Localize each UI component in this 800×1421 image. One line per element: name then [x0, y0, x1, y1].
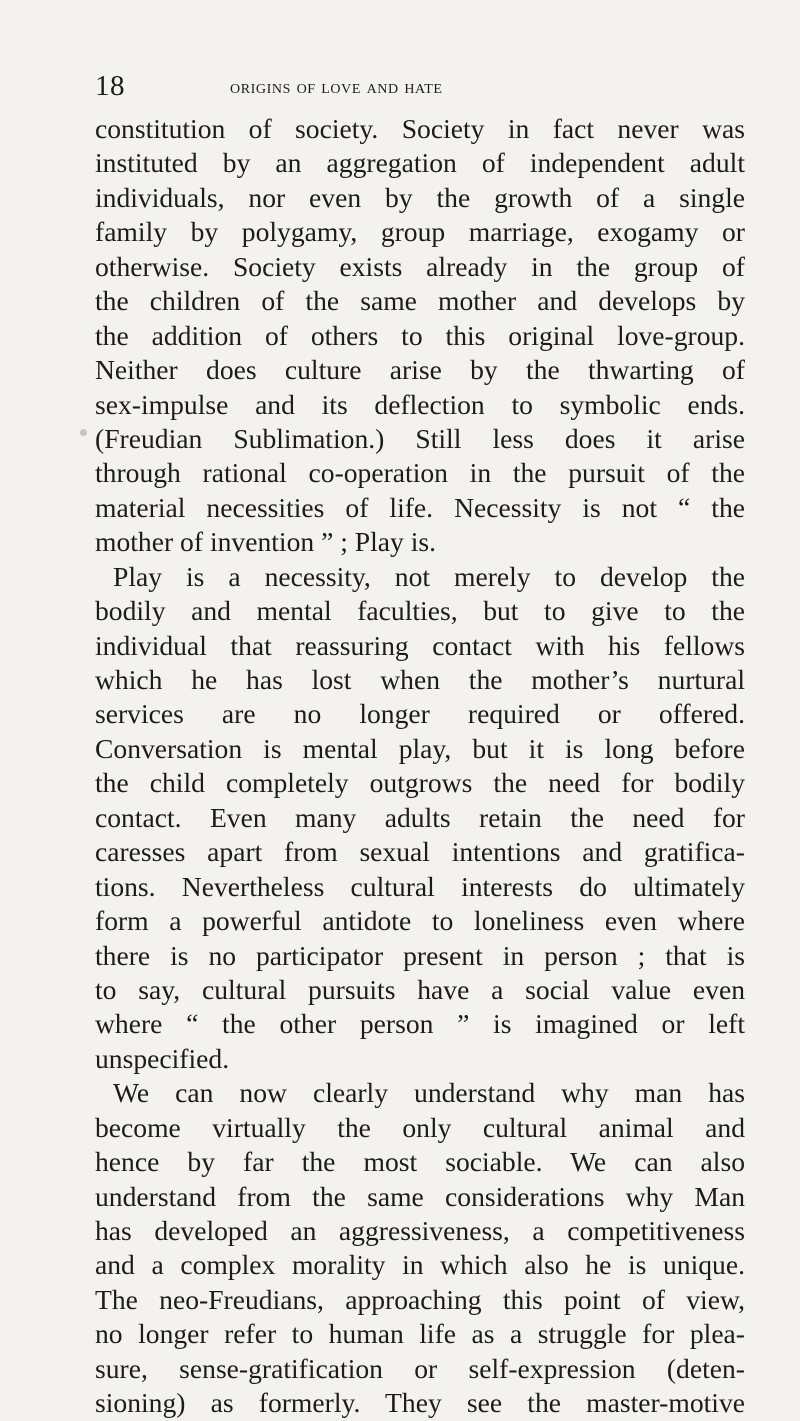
margin-speck	[80, 429, 87, 436]
text-line: services are no longer required or offered.	[95, 698, 745, 730]
text-line: become virtually the only cultural animal and	[95, 1111, 745, 1143]
text-line: the addition of others to this original love-group.	[95, 319, 745, 351]
text-line: no longer refer to human life as a struggle for plea-	[95, 1318, 745, 1350]
page-number: 18	[95, 70, 125, 102]
body-text	[95, 112, 745, 1421]
text-line: hence by far the most sociable. We can also	[95, 1146, 745, 1178]
text-line: has developed an aggressiveness, a competitiveness	[95, 1215, 745, 1246]
text-line: and a complex morality in which also he is unique.	[95, 1249, 745, 1281]
text-line: form a powerful antidote to loneliness even where	[95, 905, 745, 937]
text-line: material necessities of life. Necessity is not “ the	[95, 491, 745, 523]
text-line: Neither does culture arise by the thwarting of	[95, 354, 745, 386]
text-line: which he has lost when the mother’s nurtural	[95, 664, 745, 695]
text-line: the child completely outgrows the need for bodily	[95, 767, 745, 799]
text-line: sure, sense-gratification or self-expression (deten-	[95, 1352, 745, 1384]
running-head	[95, 68, 710, 104]
paragraph-first-line: Play is a necessity, not merely to develop the	[113, 560, 745, 592]
text-line: family by polygamy, group marriage, exogamy or	[95, 216, 745, 248]
text-line: tions. Nevertheless cultural interests do ultimately	[95, 870, 745, 902]
text-line: constitution of society. Society in fact never was	[95, 113, 745, 144]
text-line: sioning) as formerly. They see the master-motive	[95, 1387, 745, 1419]
text-line: contact. Even many adults retain the need for	[95, 801, 745, 833]
text-line: Conversation is mental play, but it is long before	[95, 732, 745, 764]
text-line: where “ the other person ” is imagined or left	[95, 1008, 745, 1040]
text-line: otherwise. Society exists already in the group of	[95, 250, 745, 282]
text-line: instituted by an aggregation of independent adult	[95, 147, 745, 179]
text-line: to say, cultural pursuits have a social value even	[95, 973, 745, 1005]
text-line: bodily and mental faculties, but to give to the	[95, 595, 745, 627]
paragraph-first-line: We can now clearly understand why man has	[113, 1077, 745, 1109]
text-line: The neo-Freudians, approaching this point of view,	[95, 1283, 745, 1315]
text-line: mother of invention ” ; Play is.	[95, 526, 437, 558]
text-line: caresses apart from sexual intentions and gratifica-	[95, 836, 745, 868]
text-line: (Freudian Sublimation.) Still less does it arise	[95, 422, 745, 454]
text-line: through rational co-operation in the pursuit of the	[95, 457, 745, 489]
text-line: there is no participator present in person ; that is	[95, 939, 745, 971]
text-line: individual that reassuring contact with his fellows	[95, 629, 745, 661]
text-line: the children of the same mother and develops by	[95, 285, 745, 317]
text-line: individuals, nor even by the growth of a single	[95, 181, 745, 213]
text-line: unspecified.	[95, 1042, 230, 1074]
text-line: understand from the same considerations why Man	[95, 1180, 745, 1212]
text-line: sex-impulse and its deflection to symbolic ends.	[95, 388, 745, 420]
running-title: origins of love and hate	[230, 76, 443, 98]
